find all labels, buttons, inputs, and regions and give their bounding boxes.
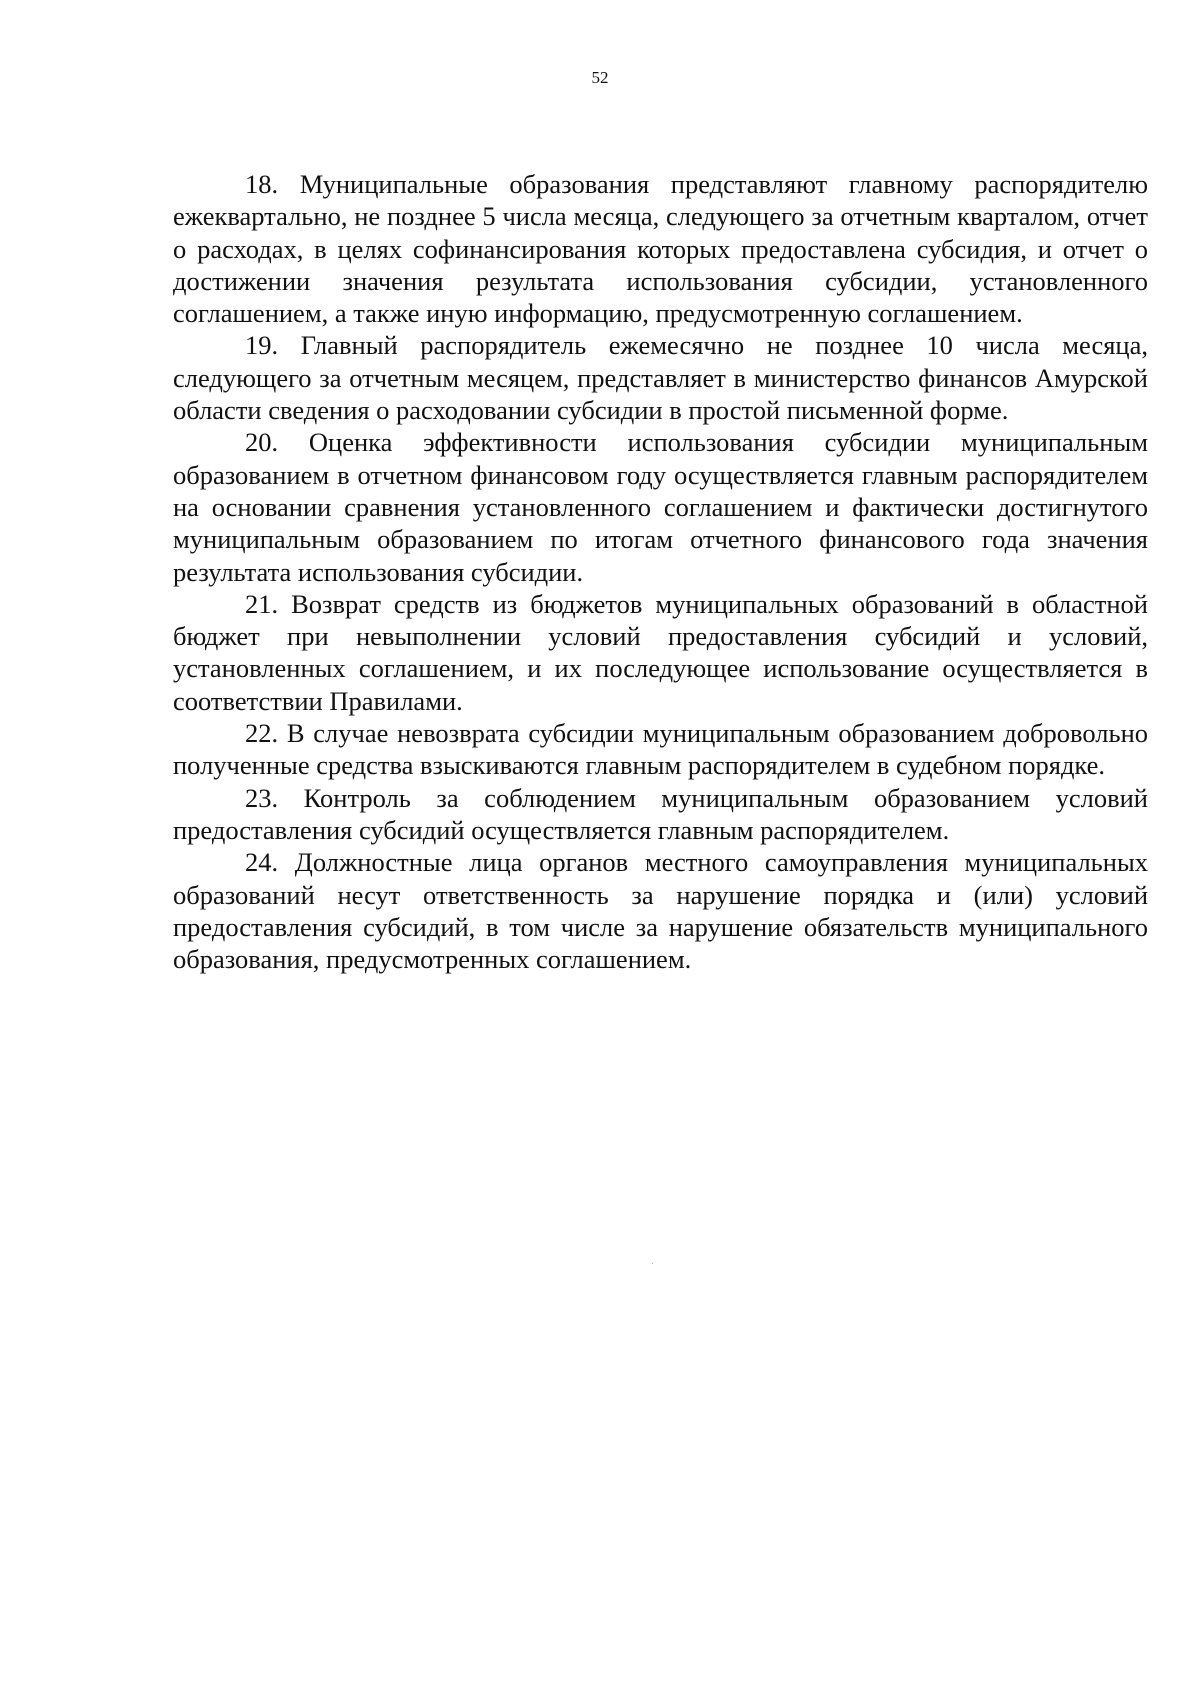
page-number: 52 xyxy=(591,68,609,87)
paragraph-22: 22. В случае невозврата субсидии муниципальным образованием добровольно полученные средства взыскиваются главным распорядителем в судебном порядке. xyxy=(173,718,1148,781)
paragraph-19: 19. Главный распорядитель ежемесячно не позднее 10 числа месяца, следующего за отчетным месяцем, представляет в министерство финансов Амурской области сведения о расходовании субсидии в простой письменной форме. xyxy=(173,330,1148,426)
paragraph-24: 24. Должностные лица органов местного самоуправления муниципальных образований несут ответственность за нарушение порядка и (или) условий предоставления субсидий, в том числе за нарушение обязательств муниципального образования, предусмотренных соглашением. xyxy=(173,847,1148,975)
scan-speck xyxy=(652,1263,653,1264)
paragraph-20: 20. Оценка эффективности использования субсидии муниципальным образованием в отчетном финансовом году осуществляется главным распорядителем на основании сравнения установленного соглашением и фактически достигнутого муниципальным образованием по итогам отчетного финансового года значения результата использования субсидии. xyxy=(173,427,1148,587)
document-body xyxy=(173,168,1148,975)
paragraph-21: 21. Возврат средств из бюджетов муниципальных образований в областной бюджет при невыполнении условий предоставления субсидий и условий, установленных соглашением, и их последующее использование осуществляется в соответствии Правилами. xyxy=(173,588,1148,716)
paragraph-18: 18. Муниципальные образования представляют главному распорядителю ежеквартально, не позднее 5 числа месяца, следующего за отчетным кварталом, отчет о расходах, в целях софинансирования которых предоставлена субсидия, и отчет о достижении значения результата использования субсидии, установленного соглашением, а также иную информацию, предусмотренную соглашением. xyxy=(173,169,1148,329)
paragraph-23: 23. Контроль за соблюдением муниципальным образованием условий предоставления субсидий осуществляется главным распорядителем. xyxy=(173,782,1148,845)
